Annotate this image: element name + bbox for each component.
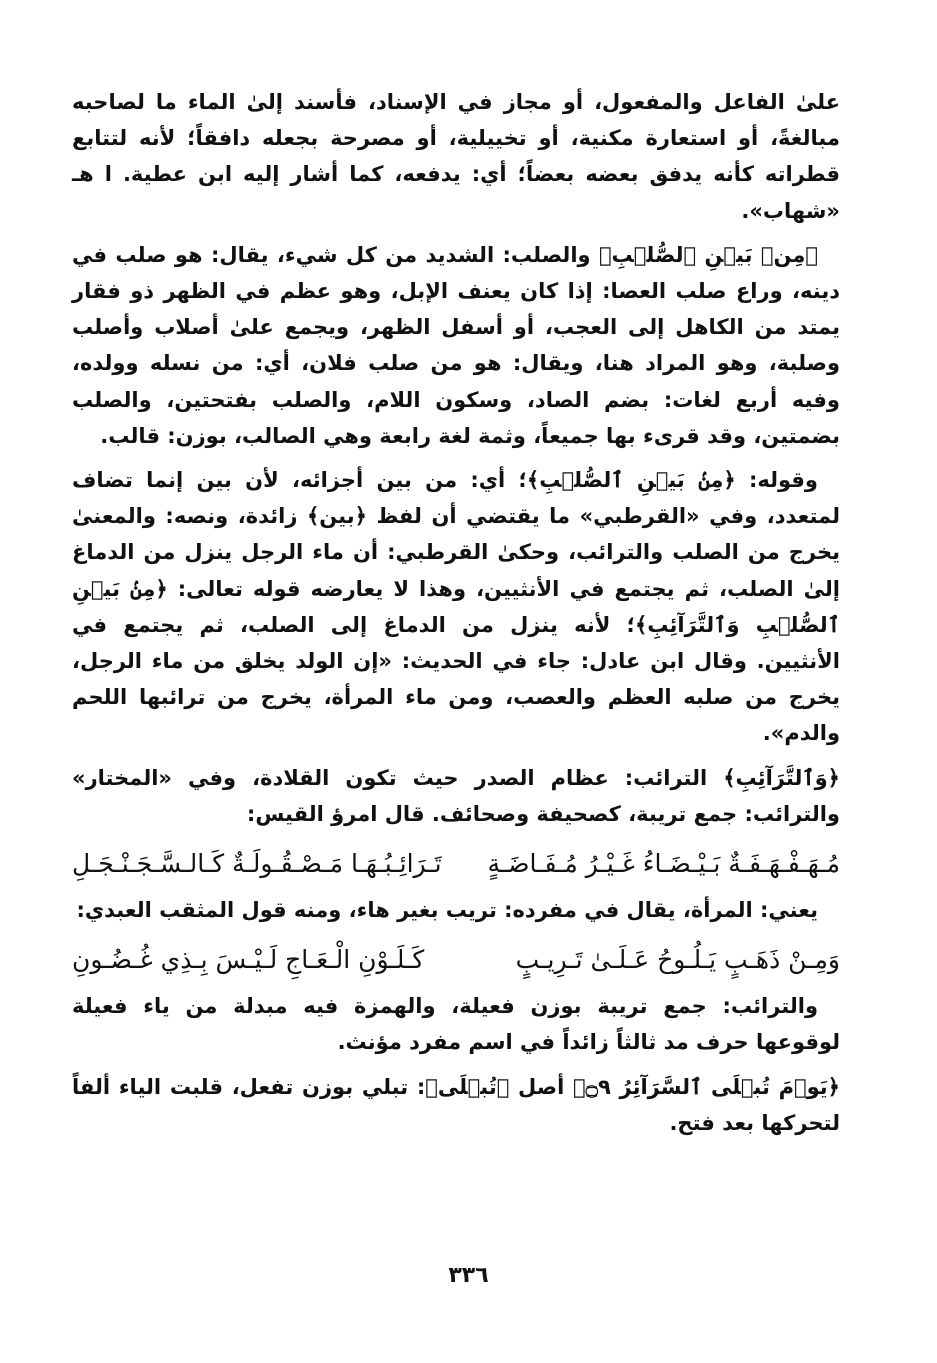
verse-1-second-hemistich: تَـرَائِـبُـهَـا مَـصْـقُـولَـةٌ كَـالـسَّـجَـنْـجَـلِ — [72, 849, 442, 879]
paragraph-3: وقوله: ﴿مِنۢ بَيۡنِ ٱلصُّلۡبِ﴾؛ أي: من بين أجزائه، لأن بين إنما تضاف لمتعدد، وفي «القرطبي» ما يقتضي أن لفظ ﴿بين﴾ زائدة، ونصه: والمعنىٰ يخرج من الصلب والترائب، وحكىٰ القرطبي: أن ماء الرجل ينزل من الدماغ إلىٰ الصلب، ثم يجتمع في الأنثيين، وهذا لا يعارضه قوله تعالى: ﴿مِنۢ بَيۡنِ ٱلصُّلۡبِ وَٱلتَّرَآئِبِ﴾؛ لأنه ينزل من الدماغ إلى الصلب، ثم يجتمع في الأنثيين. وقال ابن عادل: جاء في الحديث: «إن الولد يخلق من ماء الرجل، يخرج من صلبه العظم والعصب، ومن ماء المرأة، يخرج من ترائبها اللحم والدم». — [72, 468, 840, 746]
poem-verse-2 — [72, 938, 840, 982]
verse-2-first-hemistich: وَمِـنْ ذَهَـبٍ يَـلُـوحُ عَـلَـىٰ تَـرِيـبٍ — [515, 945, 840, 975]
verse-2-second-hemistich: كَـلَـوْنِ الْـعَـاجِ لَـيْـسَ بِـذِي غُـضُـونِ — [72, 945, 425, 975]
paragraph-1: علىٰ الفاعل والمفعول، أو مجاز في الإسناد، فأسند إلىٰ الماء ما لصاحبه مبالغةً، أو استعارة مكنية، أو تخييلية، أو مصرحة بجعله دافقاً؛ لأنه لتتابع قطراته كأنه يدفق بعضه بعضاً؛ أي: يدفعه، كما أشار إليه ابن عطية. ا هـ «شهاب». — [72, 90, 840, 223]
paragraph-6: والترائب: جمع تريبة بوزن فعيلة، والهمزة فيه مبدلة من ياء فعيلة لوقوعها حرف مد ثالثاً زائداً في اسم مفرد مؤنث. — [72, 994, 840, 1055]
verse-1-first-hemistich: مُـهَـفْـهَـفَـةٌ بَـيْـضَـاءُ غَـيْـرُ مُـفَـاضَـةٍ — [487, 849, 840, 879]
paragraph-4: ﴿وَٱلتَّرَآئِبِ﴾ الترائب: عظام الصدر حيث تكون القلادة، وفي «المختار» والترائب: جمع تريبة، كصحيفة وصحائف. قال امرؤ القيس: — [72, 765, 840, 826]
paragraph-7: ﴿يَوۡمَ تُبۡلَى ٱلسَّرَآئِرُ ۝٩﴾ أصل ﴿تُبۡلَى﴾: تبلي بوزن تفعل، قلبت الياء ألفاً لتحركها بعد فتح. — [72, 1074, 840, 1135]
paragraph-2: ﴿مِنۢ بَيۡنِ ٱلصُّلۡبِ﴾ والصلب: الشديد من كل شيء، يقال: هو صلب في دينه، وراع صلب العصا: إذا كان يعنف الإبل، وهو عظم في الظهر ذو فقار يمتد من الكاهل إلى العجب، أو أسفل الظهر، ويجمع علىٰ أصلاب وأصلب وصلبة، وهو المراد هنا، ويقال: هو من صلب فلان، أي: من نسله وولده، وفيه أربع لغات: بضم الصاد، وسكون اللام، والصلب بفتحتين، والصلب بضمتين، وقد قرىء بها جميعاً، وثمة لغة رابعة وهي الصالب، بوزن: قالب. — [72, 242, 840, 448]
page-number: ٣٣٦ — [448, 1263, 489, 1288]
paragraph-5: يعني: المرأة، يقال في مفرده: تريب بغير هاء، ومنه قول المثقب العبدي: — [76, 898, 818, 923]
page-body — [72, 84, 840, 1149]
poem-verse-1 — [72, 842, 840, 886]
